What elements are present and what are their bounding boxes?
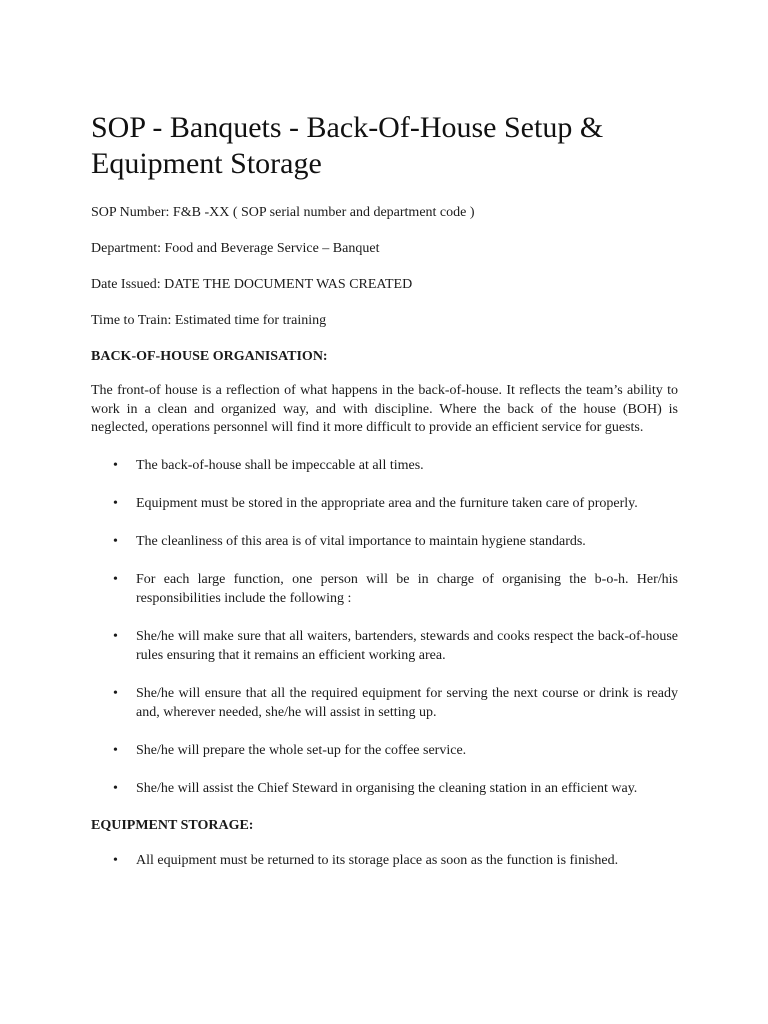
document-page [91,110,678,889]
sop-number: SOP Number: F&B -XX ( SOP serial number and department code ) [91,205,475,220]
list-item [91,570,678,608]
list-item-text: Equipment must be stored in the appropriate area and the furniture taken care of properly. [136,495,638,511]
list-item [91,456,678,475]
date-issued: Date Issued: DATE THE DOCUMENT WAS CREATED [91,277,413,292]
bullet-icon: • [113,780,118,796]
time-to-train: Time to Train: Estimated time for training [91,313,327,328]
list-item-text: All equipment must be returned to its storage place as soon as the function is finished. [136,852,619,868]
list-item-text: The cleanliness of this area is of vital importance to maintain hygiene standards. [136,533,586,549]
list-item-text: For each large function, one person will be in charge of organising the b-o-h. Her/his responsibilities include the following : [136,571,678,606]
list-item [91,684,678,722]
list-item-text: The back-of-house shall be impeccable at all times. [136,457,424,473]
list-item-text: She/he will assist the Chief Steward in organising the cleaning station in an efficient way. [136,780,638,796]
bullet-icon: • [113,495,118,511]
list-item [91,779,678,798]
bullet-icon: • [113,742,118,758]
bullet-icon: • [113,533,118,549]
list-item [91,627,678,665]
section-heading-equipment-storage: EQUIPMENT STORAGE: [91,817,254,833]
bullet-icon: • [113,852,118,868]
list-item [91,532,678,551]
list-item-text: She/he will prepare the whole set-up for the coffee service. [136,742,467,758]
bullet-list-boh [91,456,678,798]
section-heading-boh: BACK-OF-HOUSE ORGANISATION: [91,349,328,364]
bullet-icon: • [113,628,118,644]
list-item [91,741,678,760]
department: Department: Food and Beverage Service – Banquet [91,241,380,256]
list-item-text: She/he will make sure that all waiters, bartenders, stewards and cooks respect the back-of-house rules ensuring that it remains an efficient working area. [136,628,678,663]
document-title: SOP - Banquets - Back-Of-House Setup & Equipment Storage [91,111,604,180]
list-item [91,851,678,870]
bullet-list-equipment-storage [91,851,678,870]
list-item [91,494,678,513]
bullet-icon: • [113,457,118,473]
bullet-icon: • [113,685,118,701]
list-item-text: She/he will ensure that all the required equipment for serving the next course or drink is ready and, wherever needed, she/he will assist in setting up. [136,685,678,720]
section-paragraph-boh: The front-of house is a reflection of what happens in the back-of-house. It reflects the team’s ability to work in a clean and organized way, and with discipline. Where the back of the house (BOH) is neglected, operations personnel will find it more difficult to provide an efficient service for guests. [91,383,678,435]
bullet-icon: • [113,571,118,587]
